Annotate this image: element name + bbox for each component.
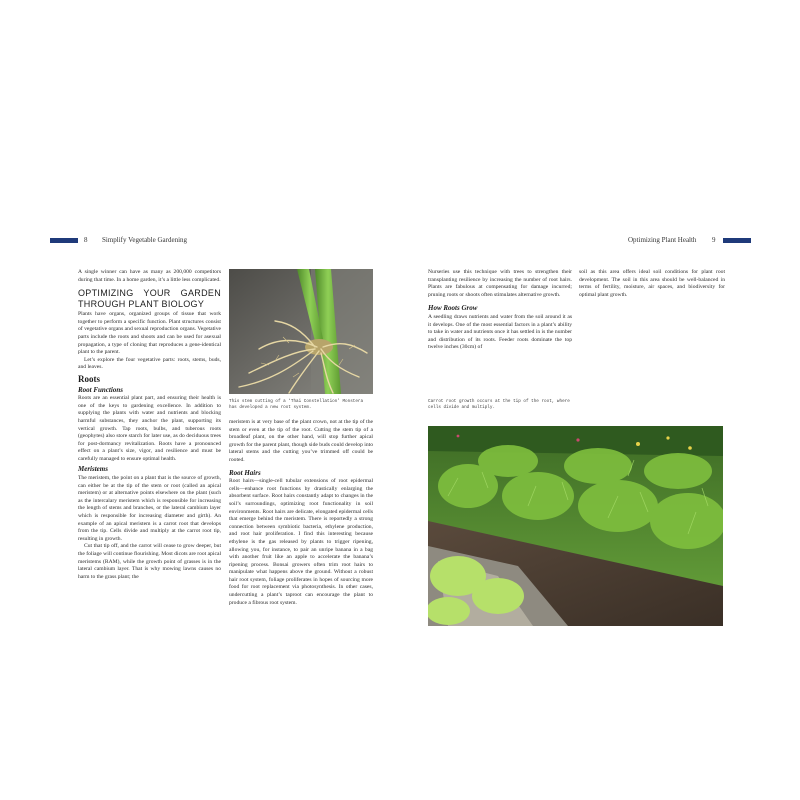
meristems-heading: Meristems [78,465,108,474]
carrot-garden-photo [428,426,723,626]
paragraph: The meristem, the point on a plant that is the source of growth, can either be at the tip of the stem or root (called an apical meristem) or at alternative points elsewhere on the plant (such as the intercalary meristem which is responsible for increasing the length of stems and branches, or the lateral cambium layer which is responsible for increasing diameter and girth). An example of an apical meristem is a carrot root that develops from the tip. Cells divide and multiply at the carrot root tip, resulting in growth. [78,475,221,542]
monstera-cutting-photo [229,269,373,394]
paragraph: meristem is at very base of the plant crown, not at the tip of the stem or even at the tip of the root. Cutting the stem tip of a broadleaf plant, on the other hand, will stop further apical growth for the parent plant, though side buds could develop into lateral stems and the cutting you’ve trimmed off could be rooted. [229,419,373,463]
paragraph: Let’s explore the four vegetative parts: roots, stems, buds, and leaves. [78,356,221,371]
root-functions-heading: Root Functions [78,385,123,394]
roots-heading: Roots [78,373,100,384]
right-column-1 [428,269,572,352]
intro-paragraph: A single winner can have as many as 200,000 competitors during that time. In a home garden, it’s a little less complicated. [78,269,221,283]
paragraph: soil as this area offers ideal soil conditions for plant root development. The soil in this area should be well-balanced in terms of fertility, moisture, air spaces, and biodiversity for optimal plant growth. [579,269,725,298]
paragraph: Plants have organs, organized groups of tissue that work together to perform a specific function. Plant structures consist of vegetative organs and sexual reproduction organs. Vegetative parts include the roots and shoots and can be used for asexual propagation, a type of cloning that reproduces a gene-identical plant to the parent. [78,311,221,356]
root-hairs-heading: Root Hairs [229,468,261,477]
paragraph: Cut that tip off, and the carrot will cease to grow deeper, but the foliage will continue flourishing. Most dicots are root apical meristems (RAM), while the growth point of grasses is in the lateral cambium layer. That is why mowing lawns causes no harm to the grass plant; the [78,543,221,580]
monstera-cutting-illustration [229,269,373,394]
carrot-caption: Carrot root growth occurs at the tip of the root, where cells divide and multiply. [428,399,570,410]
right-running-title: Optimizing Plant Health [628,236,697,244]
paragraph: Roots are an essential plant part, and ensuring their health is one of the keys to gardening excellence. In addition to supplying the plants with water and nutrients and blocking harmful substances, they anchor the plant, supporting its vertical growth. Tap roots, bulbs, and tuberous roots (geophytes) also store starch for later use, as do deciduous trees for post-dormancy revitalization. Roots have a pronounced effect on a plant’s size, vigor, and resilience and must be carefully managed to ensure optimal health. [78,395,221,462]
left-running-title: Simplify Vegetable Gardening [102,236,188,244]
monstera-caption: This stem cutting of a ‘Thai Constellation’ Monstera has developed a new root system. [229,399,364,410]
left-column-2 [229,419,373,607]
left-header-bar [50,238,78,243]
carrot-garden-illustration [428,426,723,626]
left-page-number: 8 [84,236,88,244]
section-heading: OPTIMIZING YOUR GARDEN THROUGH PLANT BIOLOGY [78,288,221,309]
right-header-bar [723,238,751,243]
left-column-1 [78,269,221,581]
right-column-2 [579,269,725,299]
paragraph: A seedling draws nutrients and water from the soil around it as it develops. One of the most essential factors in a plant’s ability to take in water and nutrients once it has settled in is the number and distribution of its roots. Feeder roots dominate the top twelve inches (30cm) of [428,313,573,351]
right-page-number: 9 [712,236,716,244]
how-roots-grow-heading: How Roots Grow [428,304,478,313]
paragraph: Root hairs—single-cell tubular extensions of root epidermal cells—enhance root functions by drastically enlarging the absorbent surface. Root hairs constantly adapt to changes in the soil’s surroundings, optimizing root functionality in soil environments. Root hairs are delicate, elongated epidermal cells that emerge behind the meristem. There is reportedly a strong connection between symbiotic bacteria, ethylene production, and root hair proliferation. I find this interesting because ethylene is the gas released by plants to trigger ripening, allowing you, for instance, to pair an unripe banana in a bag with another fruit like an apple to accelerate the banana’s ripening process. Bonsai growers often trim root hairs to manipulate what happens above the ground. Without a robust hair root system, foliage proliferates in hopes of sourcing more food for root replacement via photosynthesis. In other cases, undercutting a plant’s taproot can encourage the plant to produce a fibrous root system. [229,478,373,606]
paragraph: Nurseries use this technique with trees to strengthen their transplanting resilience by increasing the number of root hairs. Plants are fabulous at compensating for damage incurred; pruning roots or shoots often stimulates alternative growth. [428,269,572,298]
